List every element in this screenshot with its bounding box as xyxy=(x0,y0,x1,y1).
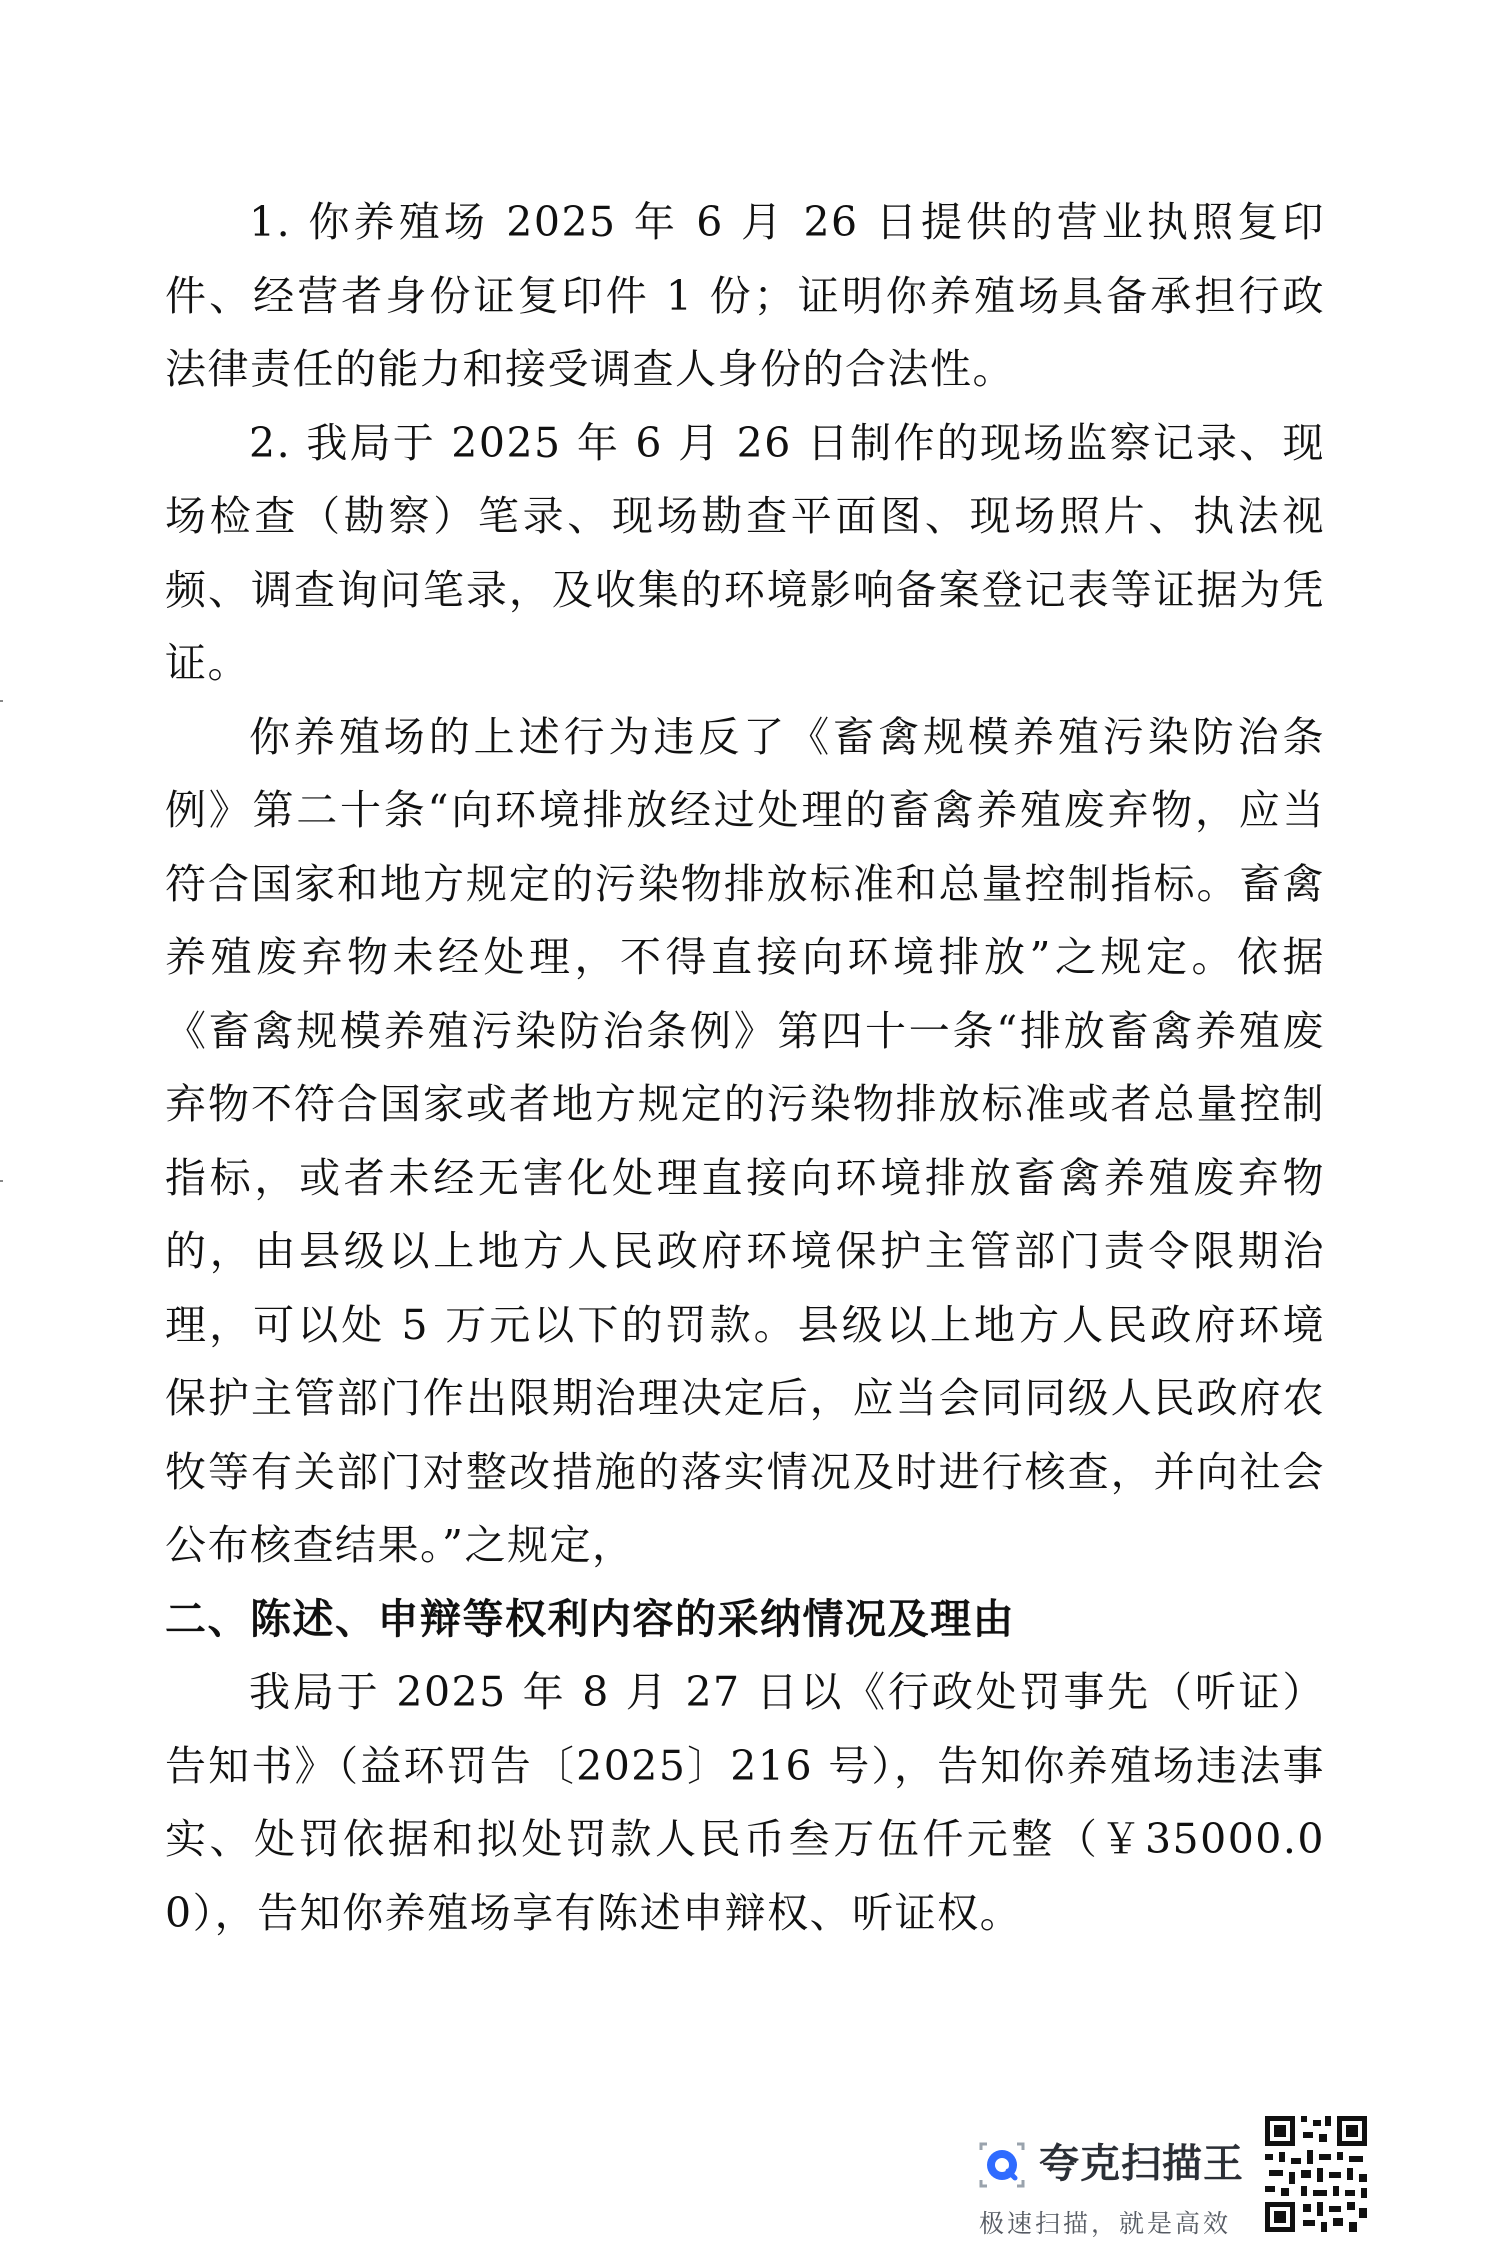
watermark-brand: 夸克扫描王 xyxy=(1039,2141,1244,2187)
qr-code-icon xyxy=(1261,2112,1371,2236)
evidence-item-1: 1. 你养殖场 2025 年 6 月 26 日提供的营业执照复印件、经营者身份证复印件 1 份；证明你养殖场具备承担行政法律责任的能力和接受调查人身份的合法性。 xyxy=(165,198,1325,393)
scan-edge-mark xyxy=(0,1180,3,1182)
violation-paragraph: 你养殖场的上述行为违反了《畜禽规模养殖污染防治条例》第二十条“向环境排放经过处理的畜禽养殖废弃物，应当符合国家和地方规定的污染物排放标准和总量控制指标。畜禽养殖废弃物未经处理，不得直接向环境排放”之规定。依据《畜禽规模养殖污染防治条例》第四十一条“排放畜禽养殖废弃物不符合国家或者地方规定的污染物排放标准或者总量控制指标，或者未经无害化处理直接向环境排放畜禽养殖废弃物的，由县级以上地方人民政府环境保护主管部门责令限期治理，可以处 5 万元以下的罚款。县级以上地方人民政府环境保护主管部门作出限期治理决定后，应当会同同级人民政府农牧等有关部门对整改措施的落实情况及时进行核查，并向社会公布核查结果。”之规定， xyxy=(165,712,1325,1569)
quark-logo-icon xyxy=(975,2138,1029,2192)
evidence-item-2: 2. 我局于 2025 年 6 月 26 日制作的现场监察记录、现场检查（勘察）笔录、现场勘查平面图、现场照片、执法视频、调查询问笔录，及收集的环境影响备案登记表等证据为凭证。 xyxy=(165,418,1325,687)
section-heading: 二、陈述、申辩等权利内容的采纳情况及理由 xyxy=(165,1594,1015,1643)
scanner-watermark xyxy=(975,2104,1375,2244)
notice-paragraph: 我局于 2025 年 8 月 27 日以《行政处罚事先（听证）告知书》（益环罚告〔2025〕216 号），告知你养殖场违法事实、处罚依据和拟处罚款人民币叁万伍仟元整（￥35000.00），告知你养殖场享有陈述申辩权、听证权。 xyxy=(165,1668,1325,1937)
watermark-slogan: 极速扫描，就是高效 xyxy=(979,2209,1232,2238)
scan-edge-mark xyxy=(0,700,3,702)
document-body xyxy=(165,186,1325,1950)
